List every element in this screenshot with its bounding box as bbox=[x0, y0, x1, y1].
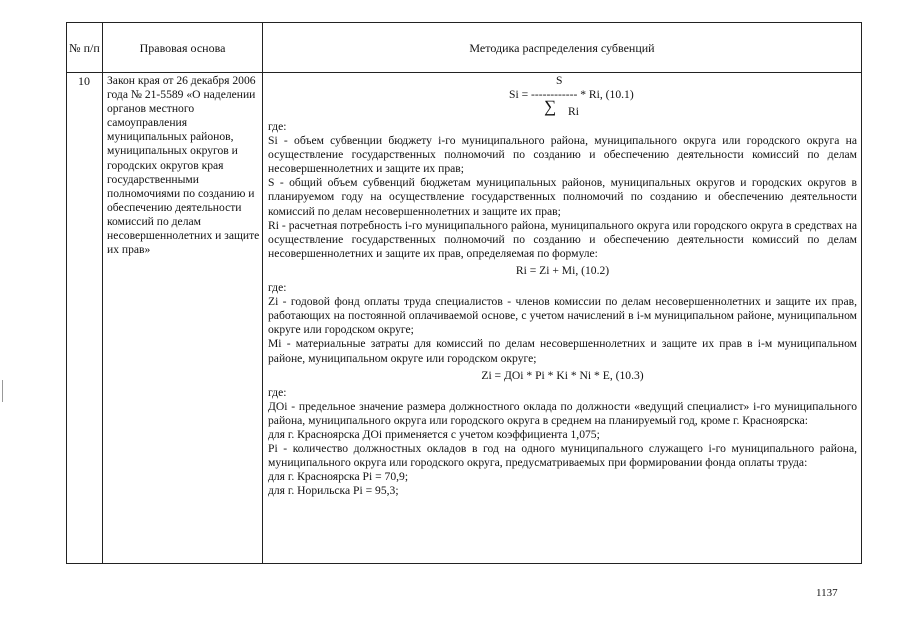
row-number: 10 bbox=[78, 74, 90, 88]
definition-s: S - общий объем субвенций бюджетам муниципальных районов, муниципальных округов и городских округов в планируемом году на осуществление государственных полномочий по созданию и обеспечению деятельности комиссий по делам несовершеннолетних и защите их прав; bbox=[268, 176, 857, 218]
norilsk-pi: для г. Норильска Pi = 95,3; bbox=[268, 484, 399, 498]
formula-10-1 bbox=[268, 74, 857, 120]
where-label: где: bbox=[268, 120, 287, 133]
definition-pi: Pi - количество должностных окладов в год на одного муниципального служащего i-го муниципального района, муниципального округа или городского округа, предусматриваемых при формировании фонда оплаты труда: bbox=[268, 442, 857, 470]
column-divider bbox=[102, 23, 103, 563]
where-label: где: bbox=[268, 385, 287, 399]
formula-numerator: S bbox=[556, 74, 563, 87]
definition-doi: ДОi - предельное значение размера должностного оклада по должности «ведущий специалист» i-го муниципального района, муниципального округа или городского округа в среднем на планируемый год, кроме г. Красноярска: bbox=[268, 399, 857, 427]
header-num: № п/п bbox=[69, 41, 100, 55]
header-methodology: Методика распределения субвенций bbox=[469, 41, 655, 55]
header-legal-basis: Правовая основа bbox=[139, 41, 226, 55]
scan-edge-mark bbox=[2, 380, 3, 402]
formula-10-3: Zi = ДОi * Pi * Ki * Ni * E, (10.3) bbox=[481, 368, 644, 382]
legal-basis-text: Закон края от 26 декабря 2006 года № 21-5589 «О наделении органов местного самоуправления муниципальных районов, муниципальных округов и городских округов края государственными полномочиями по созданию и обеспечению деятельности комиссий по делам несовершеннолетних и защите их прав» bbox=[107, 74, 260, 257]
methodology-cell bbox=[268, 74, 857, 498]
krasnoyarsk-doi: для г. Красноярска ДОi применяется с учетом коэффициента 1,075; bbox=[268, 427, 600, 441]
formula-10-2: Ri = Zi + Mi, (10.2) bbox=[515, 263, 610, 277]
definition-si: Si - объем субвенции бюджету i-го муниципального района, муниципального округа или городского округа на осуществление государственных полномочий по созданию и обеспечению деятельности комиссий по делам несовершеннолетних и защите их прав; bbox=[268, 134, 857, 176]
column-divider bbox=[262, 23, 263, 563]
formula-lhs: Si = ------------ * Ri, (10.1) bbox=[509, 88, 634, 101]
definition-mi: Mi - материальные затраты для комиссий по делам несовершеннолетних и защите их прав в i-м муниципальном районе, муниципальном округе или городском округе; bbox=[268, 337, 857, 365]
krasnoyarsk-pi: для г. Красноярска Pi = 70,9; bbox=[268, 470, 409, 484]
page-number: 1137 bbox=[816, 587, 838, 599]
definition-ri: Ri - расчетная потребность i-го муниципального района, муниципального округа или городского округа в средствах на осуществление государственных полномочий по созданию и обеспечению деятельности комиссий по делам несовершеннолетних и защите их прав, определяемая по формуле: bbox=[268, 218, 857, 260]
subsidy-table bbox=[66, 22, 862, 564]
formula-denominator: Ri bbox=[568, 105, 579, 118]
definition-zi: Zi - годовой фонд оплаты труда специалистов - членов комиссии по делам несовершеннолетних и защите их прав, работающих на постоянной оплачиваемой основе, с учетом начислений в i-м муниципальном районе, муниципальном округе или городском округе; bbox=[268, 295, 857, 337]
sum-symbol: ∑ bbox=[544, 97, 557, 116]
where-label: где: bbox=[268, 281, 287, 295]
